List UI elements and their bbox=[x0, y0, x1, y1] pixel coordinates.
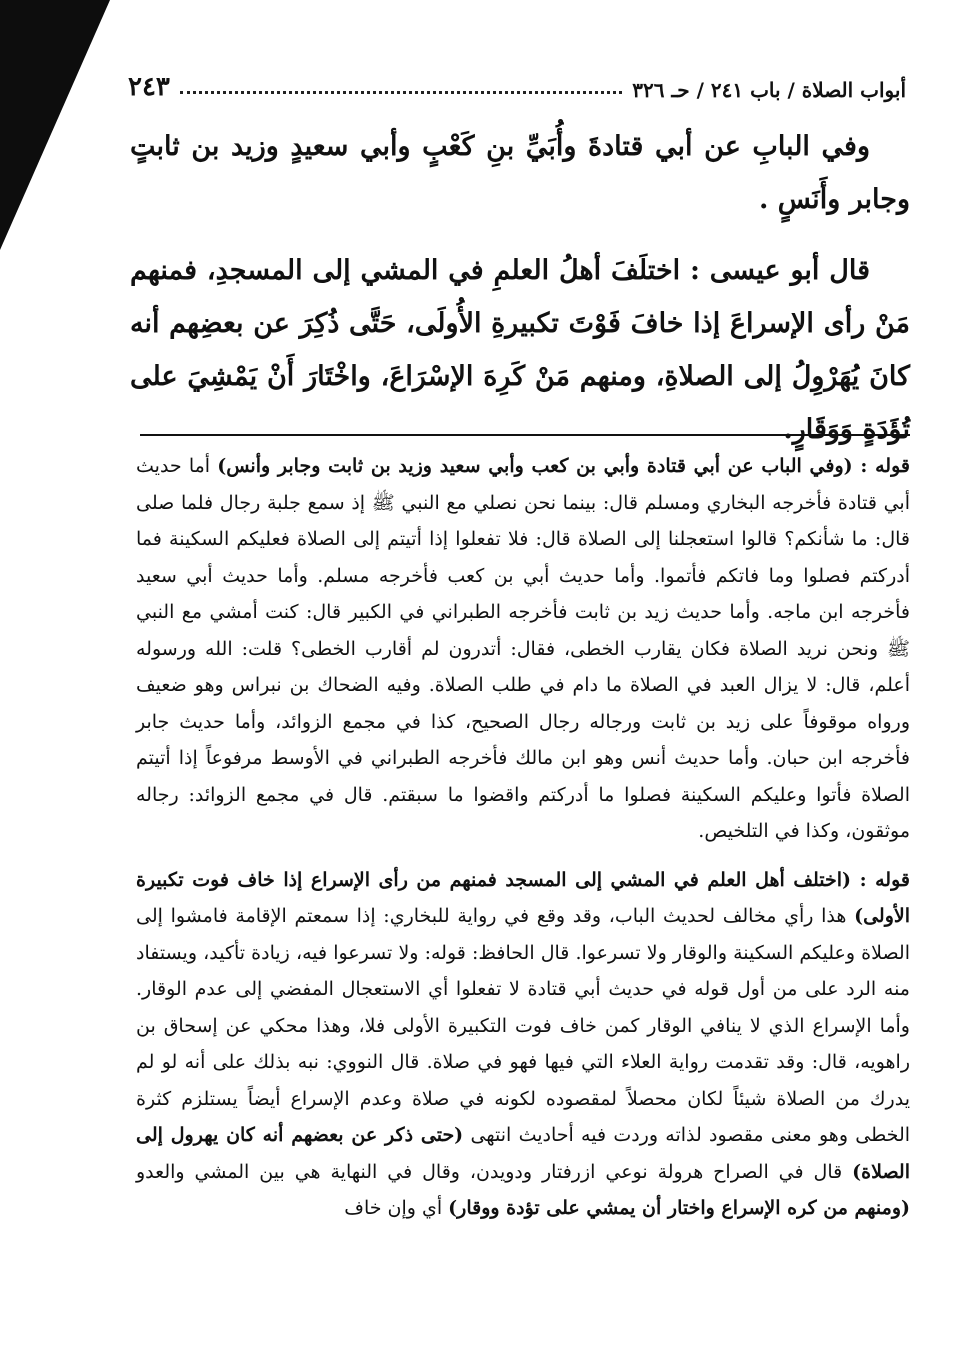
footnote-separator bbox=[140, 434, 910, 436]
running-head bbox=[128, 62, 906, 102]
commentary bbox=[136, 448, 910, 1227]
note-2-quote-3: (ومنهم من كره الإسراع واختار أن يمشي على تؤدة ووقار) bbox=[448, 1197, 910, 1219]
note-2-body-1: هذا رأي مخالف لحديث الباب، وقد وقع في رواية للبخاري: إذا سمعتم الإقامة فامشوا إلى الصلاة وعليكم السكينة والوقار ولا تسرعوا. قال الحافظ: قوله: ولا تسرعوا فيه، زيادة تأكيد، ويستفاد منه الرد على من أول قوله في حديث أبي قتادة لا تفعلوا أي الاستعجال المفضي إلى عدم الوقار. وأما الإسراع الذي لا ينافي الوقار كمن خاف فوت التكبيرة الأولى فلا، وهذا محكي عن إسحاق بن راهويه، قال: وقد تقدمت رواية العلاء التي فيها فهو في صلاة. قال النووي: نبه بذلك على أنه لو لم يدرك من الصلاة شيئاً لكان محصلاً لمقصوده لكونه في صلاة وعدم الإسراع أيضاً يستلزم كثرة الخطى وهو معنى مقصود لذاته وردت فيه أحاديث انتهى bbox=[136, 905, 911, 1146]
main-text bbox=[130, 120, 910, 474]
main-paragraph-1: وفي البابِ عن أبي قتادةَ وأُبَيِّ بنِ كَعْبٍ وأبي سعيدٍ وزيد بن ثابتٍ وجابر وأَنَسٍ . bbox=[130, 131, 910, 215]
note-2-quote: (اختلف أهل العلم في المشي إلى المسجد فمنهم من رأى الإسراع إذا خاف فوت تكبيرة الأولى) bbox=[136, 868, 910, 927]
page-number: ٢٤٣ bbox=[128, 72, 170, 102]
running-head-title: أبواب الصلاة / باب ٢٤١ / حـ ٣٢٦ bbox=[632, 78, 906, 102]
page-corner-mark bbox=[0, 0, 110, 250]
commentary-note-1 bbox=[136, 448, 910, 850]
note-2-quote-2: (حتى ذكر عن بعضهم أنه كان يهرول إلى الصلاة) bbox=[136, 1124, 910, 1183]
note-1-body: أما حديث أبي قتادة فأخرجه البخاري ومسلم قال: بينما نحن نصلي مع النبي ﷺ إذ سمع جلبة رجال فلما صلى قال: ما شأنكم؟ قالوا استعجلنا إلى الصلاة قال: فلا تفعلوا إذا أتيتم إلى الصلاة فعليكم السكينة فما أدركتم فصلوا وما فاتكم فأتموا. وأما حديث أبي بن كعب فأخرجه مسلم. وأما حديث أبي سعيد فأخرجه ابن ماجه. وأما حديث زيد بن ثابت فأخرجه الطبراني في الكبير قال: كنت أمشي مع النبي ﷺ ونحن نريد الصلاة فكان يقارب الخطى، فقال: أتدرون لم أقارب الخطى؟ قلت: الله ورسوله أعلم، قال: لا يزال العبد في الصلاة ما دام في طلب الصلاة. وفيه الضحاك بن نبراس وهو ضعيف ورواه موقوفاً على زيد بن ثابت ورجاله رجال الصحيح، كذا في مجمع الزوائد، وأما حديث جابر فأخرجه ابن حبان. وأما حديث أنس وهو ابن مالك فأخرجه الطبراني في الأوسط مرفوعاً إذا أتيتم الصلاة فأتوا وعليكم السكينة فصلوا ما أدركتم واقضوا ما سبقتم. قال في مجمع الزوائد: رجاله موثقون، وكذا في التلخيص. bbox=[136, 455, 910, 842]
main-paragraph-2: قال أبو عيسى : اختلَفَ أهلُ العلمِ في المشي إلى المسجدِ، فمنهم مَنْ رأى الإسراعَ إذا خافَ فَوْتَ تكبيرةِ الأُولَى، حَتَّى ذُكِرَ عن بعضِهم أنه كانَ يُهَرْوِلُ إلى الصلاةِ، ومنهم مَنْ كَرِهَ الإسْرَاعَ، واخْتَارَ أَنْ يَمْشِيَ على تُؤَدَةٍ وَوَقَارٍ. bbox=[130, 255, 910, 445]
note-2-body-2: قال في الصراح هرولة نوعي ازرفتار ودويدن، وقال في النهاية هي بين المشي والعدو bbox=[136, 1160, 853, 1183]
note-1-quote: (وفي الباب عن أبي قتادة وأبي بن كعب وأبي سعيد وزيد بن ثابت وجابر وأنس) bbox=[217, 455, 853, 477]
commentary-note-2 bbox=[136, 862, 910, 1227]
dot-leader bbox=[180, 91, 622, 94]
note-2-body-3: أي وإن خاف bbox=[344, 1197, 449, 1219]
note-2-lead: قوله : bbox=[851, 868, 910, 891]
note-1-lead: قوله : bbox=[852, 455, 910, 477]
